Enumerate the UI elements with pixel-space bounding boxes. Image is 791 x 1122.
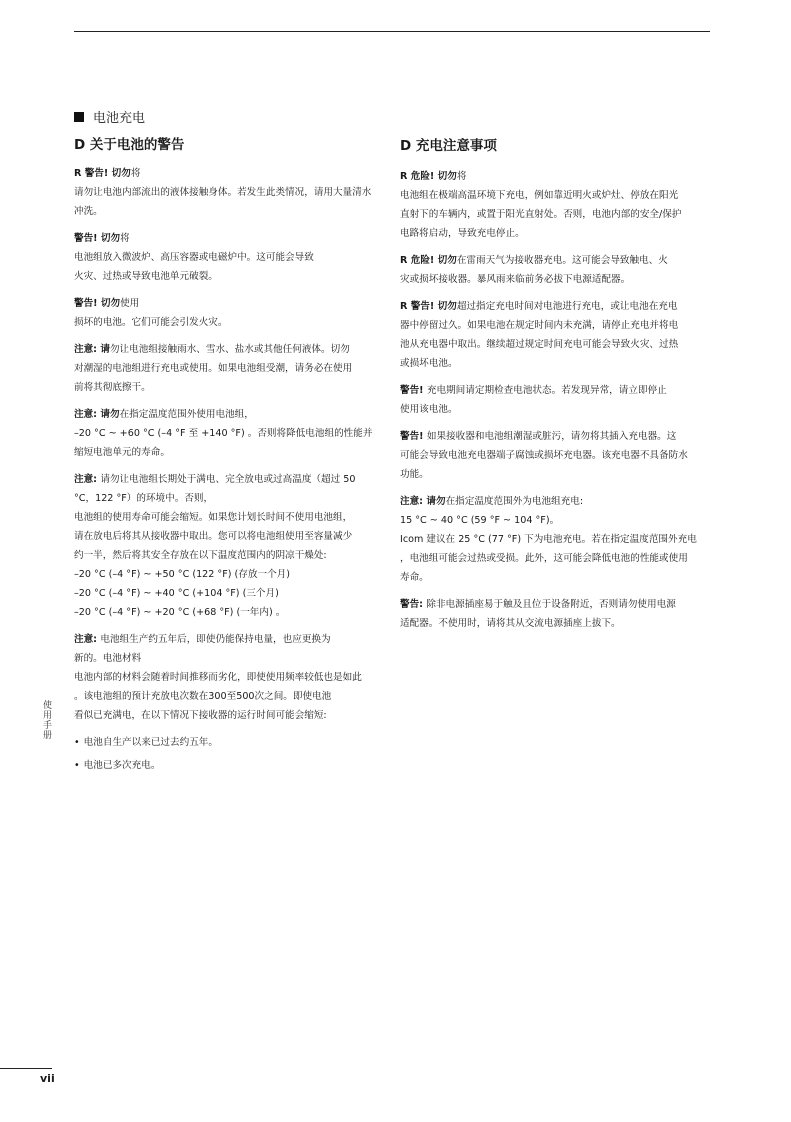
line-text: 前将其彻底擦干。 [74, 382, 151, 393]
warning-block [400, 251, 712, 289]
bullet-item: • 电池自生产以来已过去约五年。 [74, 733, 386, 752]
line-text: 电池组生产约五年后，即使仍能保持电量，也应更换为 [100, 634, 331, 645]
line-text: 请勿让电池组长期处于满电、完全放电或过高温度（超过 50 [100, 474, 356, 485]
left-warnings [74, 164, 386, 725]
line-text: 电池组在极端高温环境下充电，例如靠近明火或炉灶、停放在阳光 [400, 190, 679, 201]
text-line [400, 270, 712, 289]
side-label: 使用手册 [41, 700, 51, 740]
line-text: –20 °C (–4 °F) ~ +20 °C (+68 °F) (一年内) 。 [74, 607, 286, 618]
line-text: 勿让电池组接触雨水、雪水、盐水或其他任何液体。切勿 [109, 344, 350, 355]
text-line [74, 340, 386, 359]
line-text: 对潮湿的电池组进行充电或使用。如果电池组受潮，请务必在使用 [74, 363, 353, 374]
line-text: Icom 建议在 25 °C (77 °F) 下为电池充电。若在指定温度范围外充电 [400, 534, 697, 545]
text-line [74, 248, 386, 267]
text-line [74, 405, 386, 424]
right-warnings [400, 167, 712, 633]
text-line [400, 549, 712, 568]
warning-label: 警告! 切勿 [74, 298, 121, 309]
warning-label: 注意: 请 [74, 344, 110, 355]
warning-block [74, 164, 386, 221]
text-line [400, 465, 712, 484]
top-rule [74, 31, 710, 32]
line-text: 火灾、过热或导致电池单元破裂。 [74, 271, 218, 282]
warning-block [74, 294, 386, 332]
line-text: 将 [456, 171, 467, 182]
text-line [400, 335, 712, 354]
text-line [74, 294, 386, 313]
warning-block [74, 340, 386, 397]
warning-label: 注意: [74, 634, 101, 645]
text-line [400, 297, 712, 316]
text-line [400, 381, 712, 400]
line-text: 在指定温度范围外为电池组充电: [445, 496, 584, 507]
text-line [400, 427, 712, 446]
text-line [74, 470, 386, 489]
warning-label: 警告! [400, 431, 427, 442]
text-line [400, 354, 712, 373]
text-line [400, 568, 712, 587]
text-line [74, 378, 386, 397]
line-text: 缩短电池单元的寿命。 [74, 447, 170, 458]
line-text: 将 [130, 168, 141, 179]
line-text: 约一半，然后将其安全存放在以下温度范围内的阴凉干燥处: [74, 550, 327, 561]
text-line [400, 167, 712, 186]
warning-label: 注意: 请勿 [74, 409, 120, 420]
line-text: 电池内部的材料会随着时间推移而劣化，即使使用频率较低也是如此 [74, 672, 362, 683]
warning-label: R 危险! 切勿 [400, 171, 457, 182]
text-line [400, 511, 712, 530]
line-text: 。该电池组的预计充放电次数在300至500次之间。即使电池 [74, 691, 332, 702]
text-line [74, 229, 386, 248]
line-text: 如果接收器和电池组潮湿或脏污，请勿将其插入充电器。这 [426, 431, 677, 442]
text-line [74, 706, 386, 725]
text-line [400, 492, 712, 511]
text-line [74, 649, 386, 668]
text-line [74, 183, 386, 202]
page-number: vii [40, 1072, 55, 1085]
section-heading-text: 电池充电 [93, 111, 146, 126]
text-line [400, 224, 712, 243]
line-text: –20 °C ~ +60 °C (–4 °F 至 +140 °F) 。否则将降低电池组的性能并 [74, 428, 373, 439]
warning-label: 警告: [400, 599, 427, 610]
text-line [74, 424, 386, 443]
text-line [74, 202, 386, 221]
text-line [74, 313, 386, 332]
line-text: 超过指定充电时间对电池进行充电，或让电池在充电 [456, 301, 678, 312]
line-text: 在雷雨天气为接收器充电。这可能会导致触电、火 [456, 255, 668, 266]
warning-block [74, 630, 386, 725]
text-line [74, 359, 386, 378]
warning-block [400, 167, 712, 243]
text-line [74, 584, 386, 603]
warning-label: R 危险! 切勿 [400, 255, 457, 266]
text-line [74, 267, 386, 286]
warning-label: 注意: [74, 474, 101, 485]
warning-label: 警告! [400, 385, 427, 396]
text-line [74, 527, 386, 546]
right-column [400, 135, 712, 641]
warning-block [74, 229, 386, 286]
warning-block [74, 470, 386, 622]
text-line [400, 205, 712, 224]
text-line [74, 630, 386, 649]
text-line [400, 400, 712, 419]
text-line [400, 614, 712, 633]
right-column-title: D 充电注意事项 [400, 138, 497, 154]
line-text: 适配器。不使用时，请将其从交流电源插座上拔下。 [400, 618, 621, 629]
text-line [400, 186, 712, 205]
line-text: 或损坏电池。 [400, 358, 458, 369]
line-text: 请在放电后将其从接收器中取出。您可以将电池组使用至容量减少 [74, 531, 353, 542]
footer-rule [0, 1068, 52, 1069]
text-line [400, 446, 712, 465]
warning-label: R 警告! 切勿 [74, 168, 131, 179]
warning-label: 警告! 切勿 [74, 233, 121, 244]
line-text: 新的。电池材料 [74, 653, 142, 664]
left-bullet-list [74, 733, 386, 775]
line-text: 直射下的车辆内，或置于阳光直射处。否则，电池内部的安全/保护 [400, 209, 682, 220]
bullet-item: • 电池已多次充电。 [74, 756, 386, 775]
line-text: 除非电源插座易于触及且位于设备附近，否则请勿使用电源 [426, 599, 676, 610]
line-text: 15 °C ~ 40 °C (59 °F ~ 104 °F)。 [400, 515, 560, 526]
line-text: 池从充电器中取出。继续超过规定时间充电可能会导致火灾、过热 [400, 339, 679, 350]
line-text: 请勿让电池内部流出的液体接触身体。若发生此类情况，请用大量清水 [74, 187, 372, 198]
line-text: 将 [120, 233, 130, 244]
line-text: °C，122 °F）的环境中。否则， [74, 493, 214, 504]
left-column-title: D 关于电池的警告 [74, 137, 185, 153]
warning-label: 注意: 请勿 [400, 496, 446, 507]
warning-label: R 警告! 切勿 [400, 301, 457, 312]
line-text: 看似已充满电，在以下情况下接收器的运行时间可能会缩短: [74, 710, 327, 721]
warning-block [400, 427, 712, 484]
line-text: 使用 [120, 298, 140, 309]
text-line [74, 508, 386, 527]
text-line [74, 443, 386, 462]
section-heading [74, 107, 145, 126]
line-text: –20 °C (–4 °F) ~ +50 °C (122 °F) (存放一个月) [74, 569, 290, 580]
warning-block [400, 492, 712, 587]
line-text: 电池组的使用寿命可能会缩短。如果您计划长时间不使用电池组， [74, 512, 353, 523]
line-text: 寿命。 [400, 572, 429, 583]
text-line [74, 164, 386, 183]
line-text: 损坏的电池。它们可能会引发火灾。 [74, 317, 228, 328]
text-line [400, 251, 712, 270]
text-line [74, 687, 386, 706]
text-line [400, 316, 712, 335]
text-line [74, 489, 386, 508]
text-line [400, 530, 712, 549]
line-text: 功能。 [400, 469, 429, 480]
warning-block [400, 595, 712, 633]
line-text: ，电池组可能会过热或受损。此外，这可能会降低电池的性能或使用 [400, 553, 688, 564]
text-line [74, 603, 386, 622]
line-text: 电池组放入微波炉、高压容器或电磁炉中。这可能会导致 [74, 252, 314, 263]
line-text: 冲洗。 [74, 206, 103, 217]
line-text: 电路将启动，导致充电停止。 [400, 228, 525, 239]
warning-block [400, 297, 712, 373]
square-bullet-icon [74, 112, 84, 122]
left-column [74, 135, 386, 779]
line-text: 在指定温度范围外使用电池组， [119, 409, 254, 420]
line-text: 可能会导致电池充电器端子腐蚀或损坏充电器。该充电器不具备防水 [400, 450, 688, 461]
line-text: –20 °C (–4 °F) ~ +40 °C (+104 °F) (三个月) [74, 588, 279, 599]
warning-block [74, 405, 386, 462]
text-line [74, 546, 386, 565]
warning-block [400, 381, 712, 419]
line-text: 充电期间请定期检查电池状态。若发现异常，请立即停止 [426, 385, 667, 396]
text-line [400, 595, 712, 614]
line-text: 灾或损坏接收器。暴风雨来临前务必拔下电源适配器。 [400, 274, 631, 285]
line-text: 使用该电池。 [400, 404, 458, 415]
line-text: 器中停留过久。如果电池在规定时间内未充满，请停止充电并将电 [400, 320, 679, 331]
text-line [74, 565, 386, 584]
text-line [74, 668, 386, 687]
